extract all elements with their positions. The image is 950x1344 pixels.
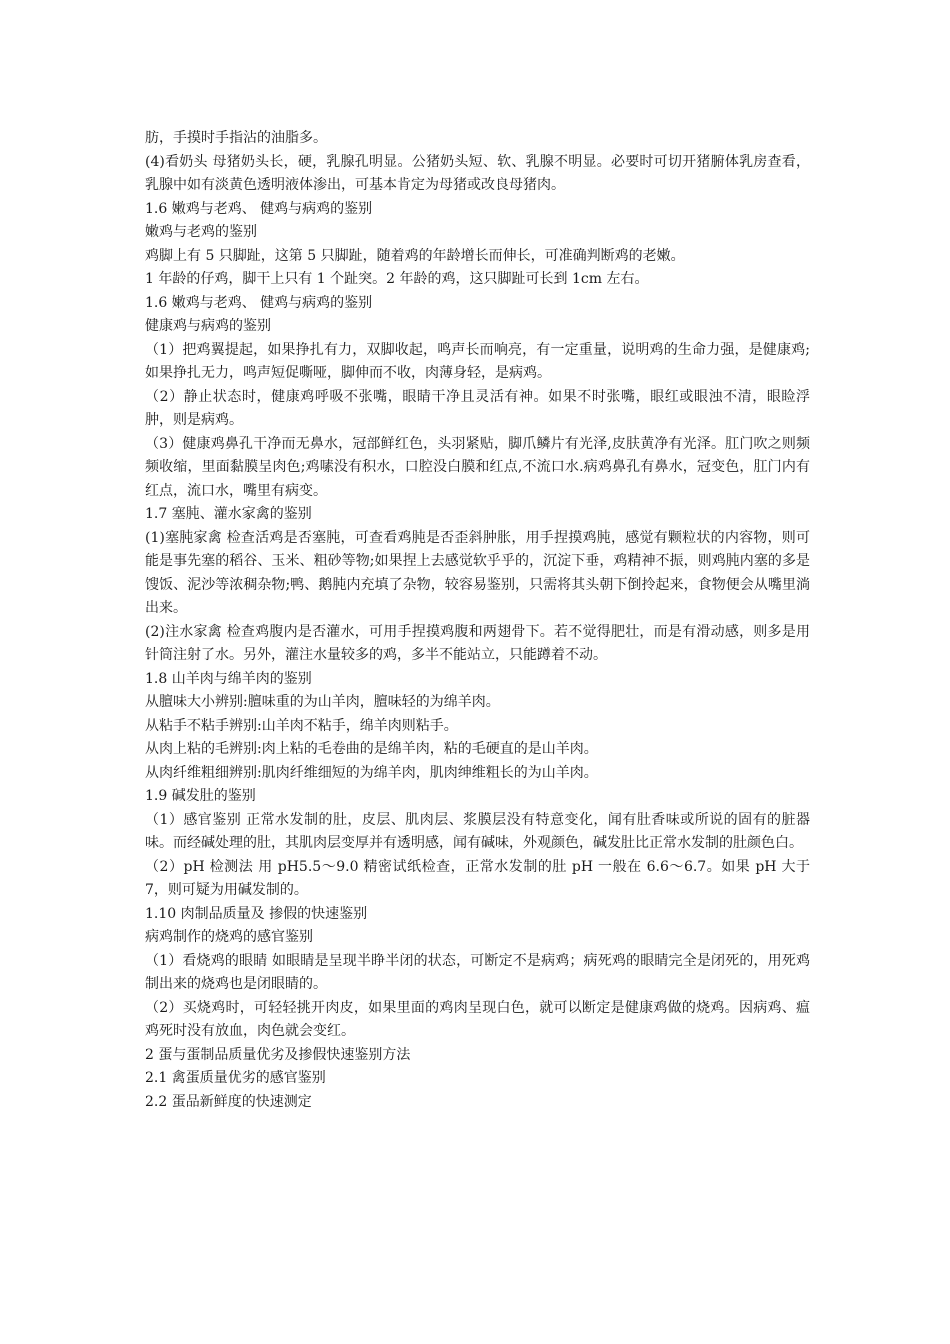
text-line: （2）静止状态时，健康鸡呼吸不张嘴，眼睛干净且灵活有神。如果不时张嘴，眼红或眼浊不清，眼睑浮肿，则是病鸡。 xyxy=(145,388,810,428)
section-heading: 1.7 塞肫、灌水家禽的鉴别 xyxy=(145,506,312,522)
text-line: （1）把鸡翼提起，如果挣扎有力，双脚收起，鸣声长而响亮，有一定重量，说明鸡的生命力强，是健康鸡;如果挣扎无力，鸣声短促嘶哑，脚伸而不收，肉薄身轻，是病鸡。 xyxy=(145,341,810,381)
section-heading: 1.8 山羊肉与绵羊肉的鉴别 xyxy=(145,670,312,687)
subsection-heading: 嫩鸡与老鸡的鉴别 xyxy=(145,224,257,240)
text-line: （2）pH 检测法 用 pH5.5～9.0 精密试纸检查，正常水发制的肚 pH 一般在 6.6～6.7。如果 pH 大于 7，则可疑为用碱发制的。 xyxy=(145,858,810,898)
section-heading: 1.10 肉制品质量及 掺假的快速鉴别 xyxy=(145,905,368,922)
subsection-heading: 健康鸡与病鸡的鉴别 xyxy=(145,318,271,334)
text-line: 从肉纤维粗细辨别:肌肉纤维细短的为绵羊肉，肌肉绅维粗长的为山羊肉。 xyxy=(145,764,598,781)
text-line: （3）健康鸡鼻孔干净而无鼻水，冠部鲜红色，头羽紧贴，脚爪鳞片有光泽,皮肤黄净有光泽。肛门吹之则频频收缩，里面黏膜呈肉色;鸡嗉没有积水，口腔没白膜和红点,不流口水.病鸡鼻孔有鼻水，冠变色，肛门内有红点，流口水，嘴里有病变。 xyxy=(145,435,810,499)
text-line: 从肉上粘的毛辨别:肉上粘的毛卷曲的是绵羊肉，粘的毛硬直的是山羊肉。 xyxy=(145,741,598,757)
text-line: （1）感官鉴别 正常水发制的肚，皮层、肌肉层、浆膜层没有特意变化，闻有肚香味或所说的固有的脏器味。而经碱处理的肚，其肌肉层变厚并有透明感，闻有碱味，外观颜色，碱发肚比正常水发制的肚颜色白。 xyxy=(145,811,810,851)
text-line: （2）买烧鸡时，可轻轻挑开肉皮，如果里面的鸡肉呈现白色，就可以断定是健康鸡做的烧鸡。因病鸡、瘟鸡死时没有放血，肉色就会变红。 xyxy=(145,999,810,1039)
section-heading: 1.6 嫩鸡与老鸡、 健鸡与病鸡的鉴别 xyxy=(145,294,373,311)
text-line: 鸡脚上有 5 只脚趾，这第 5 只脚趾，随着鸡的年龄增长而伸长，可准确判断鸡的老嫩。 xyxy=(145,247,685,264)
document-body xyxy=(145,127,810,1114)
text-line: 从粘手不粘手辨别:山羊肉不粘手，绵羊肉则粘手。 xyxy=(145,717,458,734)
section-heading: 2.2 蛋品新鲜度的快速测定 xyxy=(145,1093,312,1110)
section-heading: 1.9 碱发肚的鉴别 xyxy=(145,788,256,804)
section-heading: 2.1 禽蛋质量优劣的感官鉴别 xyxy=(145,1070,326,1086)
text-line: (4)看奶头 母猪奶头长，硬，乳腺孔明显。公猪奶头短、软、乳腺不明显。必要时可切开猪腑体乳房查看，乳腺中如有淡黄色透明液体渗出，可基本肯定为母猪或改良母猪肉。 xyxy=(145,153,810,193)
section-heading: 1.6 嫩鸡与老鸡、 健鸡与病鸡的鉴别 xyxy=(145,200,373,217)
text-line: (1)塞肫家禽 检查活鸡是否塞肫，可查看鸡肫是否歪斜肿胀，用手捏摸鸡肫，感觉有颗粒状的内容物，则可能是事先塞的稻谷、玉米、粗砂等物;如果捏上去感觉软乎乎的，沉淀下垂，鸡精神不振，则鸡肫内塞的多是馊饭、泥沙等浓稠杂物;鸭、鹅肫内充填了杂物，较容易鉴别，只需将其头朝下倒拎起来，食物便会从嘴里淌出来。 xyxy=(145,529,810,616)
text-line: 从膻味大小辨别:膻味重的为山羊肉，膻味轻的为绵羊肉。 xyxy=(145,694,500,710)
text-line: 肪，手摸时手指沾的油脂多。 xyxy=(145,130,327,146)
text-line: （1）看烧鸡的眼睛 如眼睛是呈现半睁半闭的状态，可断定不是病鸡；病死鸡的眼睛完全是闭死的，用死鸡制出来的烧鸡也是闭眼睛的。 xyxy=(145,952,810,992)
subsection-heading: 病鸡制作的烧鸡的感官鉴别 xyxy=(145,929,313,945)
text-line: (2)注水家禽 检查鸡腹内是否灌水，可用手捏摸鸡腹和两翅骨下。若不觉得肥壮，而是有滑动感，则多是用针筒注射了水。另外，灌注水量较多的鸡，多半不能站立，只能蹲着不动。 xyxy=(145,623,810,663)
text-line: 1 年龄的仔鸡，脚干上只有 1 个趾突。2 年龄的鸡，这只脚趾可长到 1cm 左右。 xyxy=(145,271,649,287)
chapter-heading: 2 蛋与蛋制品质量优劣及掺假快速鉴别方法 xyxy=(145,1046,411,1063)
